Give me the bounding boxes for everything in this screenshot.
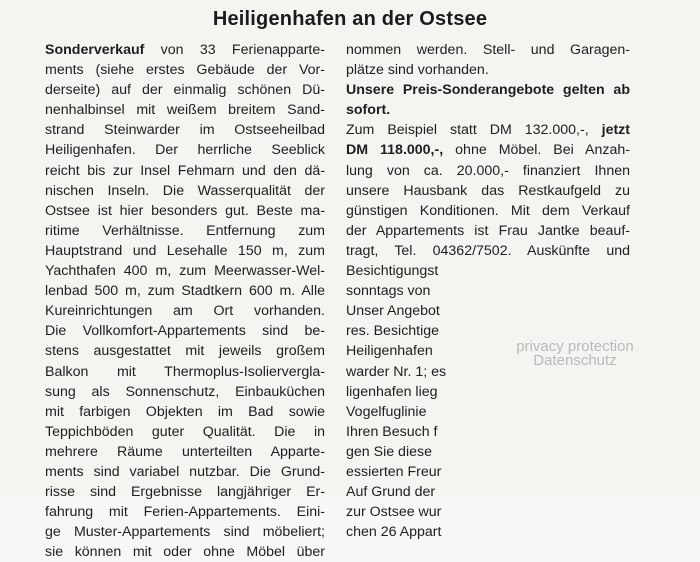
price-new: DM 118.000,-, <box>346 142 444 159</box>
price-line-2-text: ohne Möbel. Bei Anzah- <box>455 142 630 159</box>
text-line: Ostsee ist hier besonders gut. Beste ma- <box>45 202 325 219</box>
text-line: Die Vollkomfort-Appartements sind be- <box>45 323 325 340</box>
text-line: Teppichböden guter Qualität. Die in <box>45 423 325 440</box>
bold-text-line: Unsere Preis-Sonderangebote gelten ab <box>346 82 630 99</box>
text-line: ments sind variabel nutzbar. Die Grund- <box>45 463 325 480</box>
text-line: gen Sie diese <box>346 443 432 460</box>
text-line: unsere Hausbank das Restkaufgeld zu <box>346 182 630 199</box>
text-line: sie können mit oder ohne Möbel über <box>45 544 325 561</box>
right-bold-lines <box>346 80 630 120</box>
text-line: der Appartements ist Frau Jantke beauf- <box>346 222 630 239</box>
text-line: stens ausgestattet mit jeweils großem <box>45 343 325 360</box>
text-line: Hauptstrand und Lesehalle 150 m, zum <box>45 242 325 259</box>
right-text-column <box>346 40 630 542</box>
text-line: sonntags von <box>346 283 431 300</box>
right-top-lines <box>346 40 630 80</box>
text-line: Besichtigungst <box>346 263 439 280</box>
lead-rest: von 33 Ferienapparte- <box>160 42 325 58</box>
text-line: Vogelfuglinie <box>346 403 427 420</box>
lead-word: Sonderverkauf <box>45 42 145 58</box>
text-line: derseite) auf der einmalig schönen Dü- <box>45 82 325 99</box>
text-line: fahrung mit Ferien-Appartements. Eini- <box>45 504 325 521</box>
text-line: Auf Grund der <box>346 484 436 501</box>
text-line: Heiligenhafen. Der herrliche Seeblick <box>45 142 325 159</box>
text-line: zur Ostsee wur <box>346 504 442 521</box>
text-line: res. Besichtige <box>346 323 440 340</box>
text-line: ge Muster-Appartements sind möbeliert; <box>45 524 325 541</box>
text-line: tragt, Tel. 04362/7502. Auskünfte und <box>346 242 630 259</box>
text-line: Kureinrichtungen am Ort vorhanden. <box>45 303 325 320</box>
text-line: Balkon mit Thermoplus-Isolierverglа- <box>45 363 325 380</box>
text-line: warder Nr. 1; es <box>346 363 447 380</box>
price-line-2 <box>346 140 630 160</box>
text-line: Ihren Besuch f <box>346 423 438 440</box>
text-line: mehrere Räume unterteilten Apparte- <box>45 443 325 460</box>
watermark-line-2: Datenschutz <box>533 352 617 369</box>
text-line: risse sind Ergebnisse langjähriger Er- <box>45 484 325 501</box>
price-line-1 <box>346 120 630 140</box>
text-line: nischen Inseln. Die Wasserqualität der <box>45 182 325 199</box>
text-line: lenbad 500 m, zum Stadtkern 600 m. Alle <box>45 283 325 300</box>
bold-text-line: sofort. <box>346 102 391 119</box>
text-line: ligenhafen lieg <box>346 383 438 400</box>
text-line: plätze sind vorhanden. <box>346 62 489 79</box>
privacy-watermark <box>500 340 650 368</box>
text-line: mit farbigen Objekten im Bad sowie <box>45 403 325 420</box>
text-line: günstigen Konditionen. Mit dem Verkauf <box>346 202 630 219</box>
left-text-column <box>45 40 325 562</box>
watermark-line-1: privacy protection <box>516 338 634 355</box>
text-line: Unser Angebot <box>346 303 440 320</box>
left-lines <box>45 60 325 562</box>
text-line: nenhalbinsel mit weißem breitem Sand- <box>45 102 325 119</box>
text-line: sung als Sonnenschutz, Einbauküchen <box>45 383 325 400</box>
text-line: reicht bis zur Insel Fehmarn und den dä- <box>45 162 325 179</box>
text-line: Yachthafen 400 m, zum Meerwasser-Wel- <box>45 263 325 280</box>
left-first-line <box>45 40 325 60</box>
text-line: ritime Verhältnisse. Entfernung zum <box>45 222 325 239</box>
text-line: chen 26 Appart <box>346 524 442 541</box>
text-line: essierten Freur <box>346 463 442 480</box>
price-jetzt: jetzt <box>601 122 630 139</box>
text-line: nommen werden. Stell- und Garagen- <box>346 42 630 58</box>
price-line-1-text: Zum Beispiel statt DM 132.000,-, <box>346 122 589 139</box>
text-line: Heiligenhafen <box>346 343 433 360</box>
text-line: lung von ca. 20.000,- finanziert Ihnen <box>346 162 630 179</box>
text-line: strand Steinwarder im Ostseeheilbad <box>45 122 325 139</box>
text-line: ments (siehe erstes Gebäude der Vor- <box>45 62 325 79</box>
page-title: Heiligenhafen an der Ostsee <box>212 8 488 30</box>
